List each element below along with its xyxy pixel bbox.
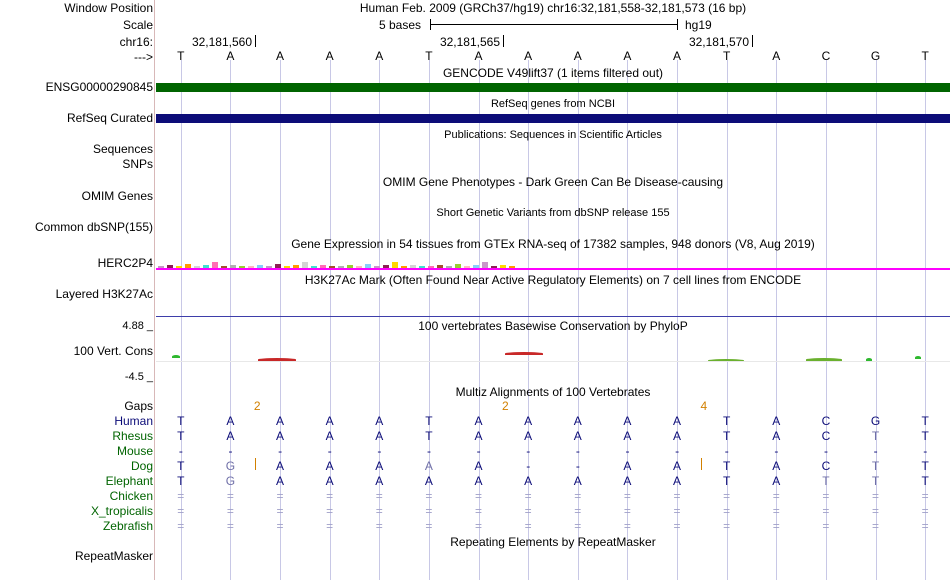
gencode-track-title: GENCODE V49lift37 (1 items filtered out) [442, 66, 664, 80]
species-base: - [278, 444, 283, 458]
species-base: A [623, 429, 632, 443]
species-base: A [276, 429, 285, 443]
species-base: T [177, 474, 185, 488]
species-base: - [575, 459, 580, 473]
species-base: T [921, 474, 929, 488]
species-base: T [723, 459, 731, 473]
species-base: G [225, 474, 236, 488]
publications-track-title: Publications: Sequences in Scientific Articles [444, 129, 662, 141]
species-base: C [821, 429, 831, 443]
reference-base: T [723, 49, 731, 63]
species-base: A [375, 474, 384, 488]
species-base: = [673, 504, 681, 518]
species-base: = [524, 504, 532, 518]
species-base: T [921, 459, 929, 473]
species-base: A [524, 414, 533, 428]
species-base: A [623, 459, 632, 473]
species-base: - [377, 444, 382, 458]
species-base: = [326, 504, 334, 518]
species-base: A [375, 414, 384, 428]
species-base: A [623, 414, 632, 428]
reference-base: T [177, 49, 185, 63]
species-base: A [673, 474, 682, 488]
species-base: A [474, 474, 483, 488]
species-label: Elephant [105, 474, 153, 488]
species-base: = [673, 489, 681, 503]
species-base: - [228, 444, 233, 458]
reference-base: A [623, 49, 632, 63]
species-label: Mouse [116, 444, 153, 458]
ruler-tick-label: 32,181,560 [191, 35, 252, 49]
species-base: T [822, 474, 830, 488]
species-base: - [823, 444, 828, 458]
species-base: C [821, 459, 831, 473]
species-base: A [375, 459, 384, 473]
dbsnp-label[interactable]: Common dbSNP(155) [34, 220, 153, 234]
gaps-label: Gaps [124, 399, 153, 413]
species-base: A [375, 429, 384, 443]
species-base: = [524, 519, 532, 533]
species-base: - [526, 459, 531, 473]
species-base: = [574, 519, 582, 533]
conservation-peak [172, 355, 180, 358]
strand-label: ---> [134, 50, 153, 64]
species-base: A [573, 414, 582, 428]
species-base: A [474, 429, 483, 443]
scale-bar-line [430, 24, 677, 25]
species-base: T [921, 429, 929, 443]
species-base: T [177, 429, 185, 443]
species-base: = [375, 519, 383, 533]
species-base: A [325, 414, 334, 428]
species-base: T [177, 459, 185, 473]
species-base: = [921, 489, 929, 503]
cons-min-label: -4.5 _ [124, 371, 153, 383]
scale-db: hg19 [685, 18, 712, 32]
species-base: = [772, 489, 780, 503]
species-base: = [276, 489, 284, 503]
species-base: A [474, 459, 483, 473]
scale-bar-left-tick [430, 19, 431, 30]
species-base: = [425, 519, 433, 533]
species-base: T [921, 414, 929, 428]
species-base: = [326, 489, 334, 503]
species-base: = [921, 519, 929, 533]
cons-max-label: 4.88 _ [122, 320, 153, 332]
gap-count: 4 [700, 399, 708, 413]
species-base: - [625, 444, 630, 458]
conservation-zero-line [156, 361, 950, 362]
species-base: = [772, 519, 780, 533]
omim-label[interactable]: OMIM Genes [81, 189, 153, 203]
species-base: = [921, 504, 929, 518]
refseq-gene-bar [156, 114, 950, 123]
species-base: A [673, 459, 682, 473]
sequences-label[interactable]: Sequences [92, 142, 153, 156]
species-base: = [177, 489, 185, 503]
scale-label: Scale [122, 18, 153, 32]
gtex-gene-label[interactable]: HERC2P4 [97, 256, 153, 270]
species-base: = [475, 519, 483, 533]
species-base: - [675, 444, 680, 458]
species-base: = [574, 504, 582, 518]
reference-base: A [524, 49, 533, 63]
reference-base: C [821, 49, 831, 63]
repeatmasker-label[interactable]: RepeatMasker [74, 549, 153, 563]
assembly-position-text: Human Feb. 2009 (GRCh37/hg19) chr16:32,181,558-32,181,573 (16 bp) [359, 1, 747, 15]
species-base: = [326, 519, 334, 533]
species-base: T [177, 414, 185, 428]
species-base: G [870, 414, 881, 428]
species-base: = [425, 504, 433, 518]
ruler-tick-label: 32,181,565 [439, 35, 500, 49]
species-base: - [873, 444, 878, 458]
species-base: = [723, 504, 731, 518]
species-base: T [723, 429, 731, 443]
ruler-tick [503, 35, 504, 47]
species-base: - [724, 444, 729, 458]
scale-text: 5 bases [379, 18, 422, 32]
snps-label[interactable]: SNPs [122, 157, 153, 171]
species-base: T [425, 429, 433, 443]
species-base: T [723, 474, 731, 488]
h3k27ac-line [156, 268, 950, 270]
repeatmasker-track-title: Repeating Elements by RepeatMasker [450, 535, 656, 549]
species-base: T [871, 474, 880, 488]
species-base: A [772, 459, 781, 473]
species-base: = [723, 519, 731, 533]
species-base: A [573, 429, 582, 443]
species-base: = [772, 504, 780, 518]
species-base: = [723, 489, 731, 503]
species-base: A [276, 459, 285, 473]
species-base: = [673, 519, 681, 533]
species-base: T [723, 414, 731, 428]
species-base: A [325, 429, 334, 443]
reference-base: A [375, 49, 384, 63]
species-base: - [526, 444, 531, 458]
ruler-tick [255, 35, 256, 47]
refseq-label[interactable]: RefSeq Curated [66, 111, 153, 125]
insertion-marker [255, 458, 256, 470]
species-base: = [177, 519, 185, 533]
species-base: A [424, 459, 433, 473]
species-base: = [226, 519, 234, 533]
species-base: G [225, 459, 236, 473]
species-base: A [325, 459, 334, 473]
cons-label[interactable]: 100 Vert. Cons [73, 344, 153, 358]
species-base: A [424, 474, 433, 488]
species-base: = [375, 504, 383, 518]
species-base: - [923, 444, 928, 458]
reference-base: A [673, 49, 682, 63]
species-base: - [575, 444, 580, 458]
refseq-track-title: RefSeq genes from NCBI [490, 98, 616, 110]
reference-base: A [772, 49, 781, 63]
species-base: = [872, 504, 880, 518]
species-label: X_tropicalis [90, 504, 153, 518]
reference-base: A [226, 49, 235, 63]
gap-count: 2 [502, 399, 509, 413]
label-separator [154, 0, 155, 580]
gtex-track-title: Gene Expression in 54 tissues from GTEx RNA-seq of 17382 samples, 948 donors (V8, Aug 2019) [291, 237, 815, 251]
conservation-peak [915, 356, 921, 359]
reference-base: A [325, 49, 334, 63]
species-label: Zebrafish [102, 519, 153, 533]
conservation-track-title: 100 vertebrates Basewise Conservation by PhyloP [418, 319, 688, 333]
species-base: - [327, 444, 332, 458]
species-base: A [474, 414, 483, 428]
species-base: = [276, 504, 284, 518]
species-base: A [623, 474, 632, 488]
gap-count: 2 [253, 399, 261, 413]
reference-base: A [276, 49, 285, 63]
species-base: T [871, 429, 880, 443]
h3k27ac-label[interactable]: Layered H3K27Ac [55, 287, 153, 301]
species-label: Chicken [109, 489, 153, 503]
species-base: A [524, 474, 533, 488]
species-base: A [772, 474, 781, 488]
reference-base: T [425, 49, 433, 63]
species-label: Rhesus [112, 429, 153, 443]
species-base: C [821, 414, 831, 428]
gencode-gene-label[interactable]: ENSG00000290845 [45, 80, 153, 94]
species-base: A [772, 429, 781, 443]
species-base: = [524, 489, 532, 503]
reference-base: G [870, 49, 881, 63]
ruler-tick [752, 35, 753, 47]
species-base: = [475, 504, 483, 518]
omim-track-title: OMIM Gene Phenotypes - Dark Green Can Be Disease-causing [382, 175, 724, 189]
species-base: = [872, 489, 880, 503]
species-base: = [425, 489, 433, 503]
species-base: A [573, 474, 582, 488]
species-base: = [822, 504, 830, 518]
reference-base: A [573, 49, 582, 63]
species-base: T [871, 459, 880, 473]
species-base: = [276, 519, 284, 533]
species-base: = [623, 504, 631, 518]
conservation-peak [505, 352, 543, 355]
species-label: Human [114, 414, 153, 428]
species-base: = [226, 504, 234, 518]
insertion-marker [701, 458, 702, 470]
reference-base: A [474, 49, 483, 63]
species-base: = [623, 489, 631, 503]
species-base: - [774, 444, 779, 458]
species-base: = [822, 489, 830, 503]
species-base: A [673, 429, 682, 443]
species-base: A [772, 414, 781, 428]
species-base: = [822, 519, 830, 533]
species-base: A [524, 429, 533, 443]
species-base: = [226, 489, 234, 503]
species-base: - [178, 444, 183, 458]
species-base: = [375, 489, 383, 503]
species-base: A [226, 414, 235, 428]
ruler-tick-label: 32,181,570 [688, 35, 749, 49]
species-base: - [426, 444, 431, 458]
species-base: = [574, 489, 582, 503]
species-base: = [872, 519, 880, 533]
species-base: = [623, 519, 631, 533]
species-label: Dog [130, 459, 153, 473]
species-base: A [276, 414, 285, 428]
species-base: = [177, 504, 185, 518]
species-base: A [226, 429, 235, 443]
reference-base: T [921, 49, 929, 63]
species-base: A [325, 474, 334, 488]
conservation-top-line [156, 316, 950, 317]
h3k27ac-track-title: H3K27Ac Mark (Often Found Near Active Regulatory Elements) on 7 cell lines from ENCODE [304, 273, 802, 287]
window-position-label: Window Position [64, 1, 153, 15]
species-base: A [276, 474, 285, 488]
species-base: A [673, 414, 682, 428]
chrom-label: chr16: [119, 35, 153, 49]
species-base: T [425, 414, 433, 428]
scale-bar-right-tick [677, 19, 678, 30]
dbsnp-track-title: Short Genetic Variants from dbSNP release 155 [436, 207, 670, 219]
gencode-gene-bar [156, 83, 950, 92]
species-base: - [476, 444, 481, 458]
multiz-track-title: Multiz Alignments of 100 Vertebrates [455, 385, 651, 399]
species-base: = [475, 489, 483, 503]
